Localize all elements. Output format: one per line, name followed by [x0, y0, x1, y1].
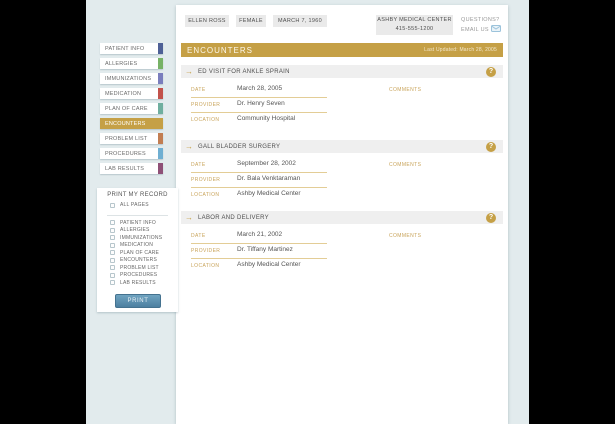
sidebar-item-label: ENCOUNTERS — [105, 120, 146, 127]
arrow-icon: → — [185, 141, 193, 151]
date-row — [191, 159, 327, 173]
encounter-section-gall-bladder — [181, 140, 503, 206]
arrow-icon: → — [185, 66, 193, 76]
provider-row — [191, 245, 327, 259]
location-label: LOCATION — [191, 263, 220, 269]
patient-dob-chip: MARCH 7, 1960 — [273, 15, 327, 27]
checkbox[interactable] — [110, 203, 115, 208]
page-title: ENCOUNTERS — [187, 45, 254, 55]
page-title-bar — [181, 43, 503, 57]
date-value: March 21, 2002 — [237, 231, 283, 238]
accent-bar — [158, 88, 163, 99]
print-option-problem-list[interactable] — [110, 265, 159, 271]
checkbox-label: ALLERGIES — [120, 227, 150, 233]
date-value: September 28, 2002 — [237, 160, 296, 167]
checkbox-label: LAB RESULTS — [120, 279, 156, 286]
location-row — [191, 189, 327, 202]
date-label: DATE — [191, 87, 206, 93]
sidebar-item-label: MEDICATION — [105, 90, 142, 97]
checkbox[interactable] — [110, 258, 115, 263]
checkbox[interactable] — [110, 250, 115, 255]
checkbox[interactable] — [110, 265, 115, 270]
encounter-header[interactable] — [181, 65, 503, 78]
accent-bar — [158, 43, 163, 54]
date-row — [191, 84, 327, 98]
clinic-name: ASHBY MEDICAL CENTER — [377, 17, 452, 24]
print-option-encounters[interactable] — [110, 257, 157, 263]
print-option-allergies[interactable] — [110, 227, 150, 233]
checkbox[interactable] — [110, 235, 115, 240]
provider-value: Dr. Henry Seven — [237, 100, 285, 107]
patient-name-chip: ELLEN ROSS — [185, 15, 229, 27]
accent-bar — [158, 133, 163, 144]
sidebar-item-allergies[interactable] — [100, 58, 163, 69]
location-value: Community Hospital — [237, 115, 296, 122]
provider-label: PROVIDER — [191, 102, 221, 108]
checkbox-label: ENCOUNTERS — [120, 257, 158, 263]
location-value: Ashby Medical Center — [237, 190, 301, 197]
help-icon[interactable]: ? — [486, 142, 496, 152]
comments-label: COMMENTS — [389, 233, 422, 239]
encounter-section-ed-visit — [181, 65, 503, 131]
print-option-plan-of-care[interactable] — [110, 250, 159, 256]
checkbox[interactable] — [110, 220, 115, 225]
checkbox[interactable] — [110, 228, 115, 233]
patient-sex-chip: FEMALE — [236, 15, 266, 27]
encounter-title: LABOR AND DELIVERY — [198, 214, 269, 221]
checkbox[interactable] — [110, 243, 115, 248]
encounter-title: ED VISIT FOR ANKLE SPRAIN — [198, 68, 290, 75]
print-option-medication[interactable] — [110, 242, 153, 248]
sidebar-item-lab-results[interactable] — [100, 163, 163, 174]
accent-bar — [158, 73, 163, 84]
sidebar-item-immunizations[interactable] — [100, 73, 163, 84]
encounter-title: GALL BLADDER SURGERY — [198, 143, 281, 150]
encounter-header[interactable] — [181, 211, 503, 224]
encounter-header[interactable] — [181, 140, 503, 153]
help-icon[interactable]: ? — [486, 213, 496, 223]
sidebar-item-problem-list[interactable] — [100, 133, 163, 144]
sidebar-item-label: PATIENT INFO — [105, 45, 145, 52]
accent-bar — [158, 148, 163, 159]
print-option-patient-info[interactable] — [110, 220, 156, 226]
sidebar-item-encounters[interactable] — [100, 118, 163, 129]
location-value: Ashby Medical Center — [237, 261, 301, 268]
checkbox-label: PATIENT INFO — [120, 219, 157, 226]
sidebar-item-procedures[interactable] — [100, 148, 163, 159]
sidebar-item-label: PLAN OF CARE — [105, 105, 148, 112]
envelope-icon[interactable] — [491, 25, 501, 36]
print-option-immunizations[interactable] — [110, 235, 162, 241]
print-my-record-panel — [97, 188, 178, 312]
provider-value: Dr. Tiffany Martinez — [237, 246, 293, 253]
location-row — [191, 114, 327, 127]
print-option-lab-results[interactable] — [110, 280, 156, 286]
checkbox-label: PLAN OF CARE — [120, 249, 160, 256]
provider-row — [191, 174, 327, 188]
provider-label: PROVIDER — [191, 248, 221, 254]
print-button[interactable]: PRINT — [115, 294, 161, 308]
email-us-link[interactable] — [461, 25, 501, 36]
sidebar-item-label: LAB RESULTS — [105, 165, 145, 172]
sidebar-item-label: PROBLEM LIST — [105, 135, 148, 142]
sidebar-item-label: PROCEDURES — [105, 150, 146, 157]
sidebar-item-label: IMMUNIZATIONS — [105, 75, 152, 82]
print-option-all-pages[interactable] — [110, 202, 149, 208]
sidebar-item-plan-of-care[interactable] — [100, 103, 163, 114]
provider-value: Dr. Bala Venktaraman — [237, 175, 301, 182]
checkbox[interactable] — [110, 273, 115, 278]
clinic-info-chip — [376, 15, 453, 35]
help-icon[interactable]: ? — [486, 67, 496, 77]
sidebar-item-patient-info[interactable] — [100, 43, 163, 54]
provider-label: PROVIDER — [191, 177, 221, 183]
comments-label: COMMENTS — [389, 87, 422, 93]
accent-bar — [158, 58, 163, 69]
location-row — [191, 260, 327, 273]
checkbox-label: MEDICATION — [120, 242, 154, 248]
print-panel-title: PRINT MY RECORD — [107, 192, 168, 198]
app-background — [86, 0, 529, 424]
date-label: DATE — [191, 162, 206, 168]
comments-label: COMMENTS — [389, 162, 422, 168]
checkbox[interactable] — [110, 280, 115, 285]
location-label: LOCATION — [191, 117, 220, 123]
divider — [107, 215, 168, 216]
provider-row — [191, 99, 327, 113]
arrow-icon: → — [185, 212, 193, 222]
location-label: LOCATION — [191, 192, 220, 198]
date-label: DATE — [191, 233, 206, 239]
encounter-section-labor-delivery — [181, 211, 503, 277]
accent-bar — [158, 163, 163, 174]
date-row — [191, 230, 327, 244]
date-value: March 28, 2005 — [237, 85, 283, 92]
sidebar-item-medication[interactable] — [100, 88, 163, 99]
print-option-procedures[interactable] — [110, 272, 157, 278]
questions-block — [461, 16, 501, 37]
questions-label: QUESTIONS? — [461, 17, 500, 23]
checkbox-label: PROCEDURES — [120, 272, 158, 278]
sidebar-item-label: ALLERGIES — [105, 60, 138, 67]
last-updated-label: Last Updated: March 28, 2005 — [424, 47, 497, 53]
checkbox-label: PROBLEM LIST — [120, 264, 159, 271]
checkbox-label: ALL PAGES — [120, 202, 149, 208]
checkbox-label: IMMUNIZATIONS — [120, 234, 163, 241]
email-us-label: EMAIL US — [461, 27, 489, 34]
accent-bar — [158, 103, 163, 114]
clinic-phone: 415-555-1200 — [395, 26, 434, 32]
